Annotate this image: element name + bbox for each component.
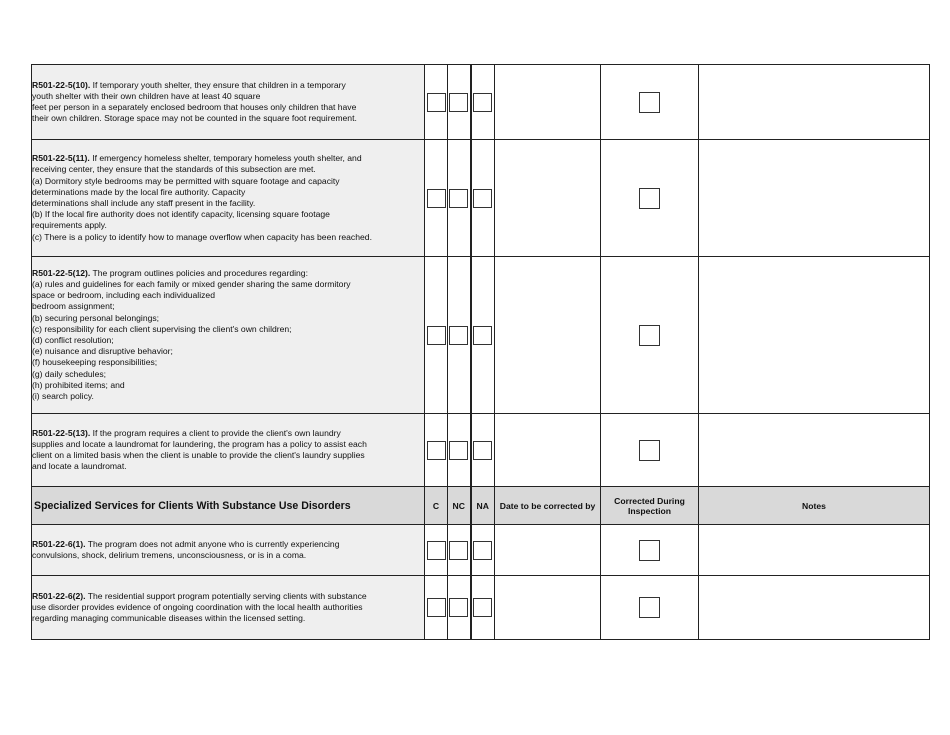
table-row — [32, 576, 930, 640]
non-compliant-cell — [448, 140, 471, 257]
not-applicable-cell — [471, 414, 495, 487]
rule-description: The program outlines policies and procedures regarding: (a) rules and guidelines for each family or mixed gender sharing the same dormitory space or bedroom, including each individualized bedroom assignment; (b) securing personal belongings; (c) responsibility for each client supervising the client's own children; (d) conflict resolution; (e) nuisance and disruptive behavior; (f) housekeeping responsibilities; (g) daily schedules; (h) prohibited items; and (i) search policy. — [32, 267, 351, 402]
table-row — [32, 525, 930, 576]
rule-text — [32, 414, 425, 487]
rule-code: R501-22-6(1). — [32, 538, 86, 549]
non-compliant-checkbox[interactable] — [449, 189, 468, 208]
notes-field[interactable] — [699, 257, 930, 414]
corrected-during-inspection-checkbox[interactable] — [639, 188, 660, 209]
column-header-c: C — [425, 487, 448, 525]
not-applicable-checkbox[interactable] — [473, 541, 492, 560]
not-applicable-checkbox[interactable] — [473, 189, 492, 208]
not-applicable-checkbox[interactable] — [473, 93, 492, 112]
column-header-notes: Notes — [699, 487, 930, 525]
compliance-checklist-table — [31, 64, 930, 640]
compliant-checkbox[interactable] — [427, 541, 446, 560]
corrected-cell — [601, 576, 699, 640]
date-to-be-corrected-field[interactable] — [495, 525, 601, 576]
section-title: Specialized Services for Clients With Substance Use Disorders — [32, 487, 425, 525]
rule-code: R501-22-6(2). — [32, 590, 86, 601]
corrected-during-inspection-checkbox[interactable] — [639, 92, 660, 113]
compliant-cell — [425, 525, 448, 576]
notes-field[interactable] — [699, 65, 930, 140]
compliant-cell — [425, 65, 448, 140]
rule-description: If temporary youth shelter, they ensure that children in a temporary youth shelter with their own children have at least 40 square feet per person in a separately enclosed bedroom that houses only children that have their own children. Storage space may not be counted in the square foot requirement. — [32, 79, 357, 124]
notes-field[interactable] — [699, 576, 930, 640]
non-compliant-cell — [448, 414, 471, 487]
compliant-checkbox[interactable] — [427, 598, 446, 617]
date-to-be-corrected-field[interactable] — [495, 257, 601, 414]
compliant-cell — [425, 140, 448, 257]
compliant-checkbox[interactable] — [427, 326, 446, 345]
not-applicable-cell — [471, 65, 495, 140]
table-row — [32, 257, 930, 414]
not-applicable-cell — [471, 257, 495, 414]
corrected-cell — [601, 525, 699, 576]
not-applicable-checkbox[interactable] — [473, 598, 492, 617]
non-compliant-checkbox[interactable] — [449, 541, 468, 560]
corrected-during-inspection-checkbox[interactable] — [639, 440, 660, 461]
corrected-cell — [601, 257, 699, 414]
not-applicable-cell — [471, 525, 495, 576]
date-to-be-corrected-field[interactable] — [495, 140, 601, 257]
rule-text — [32, 576, 425, 640]
rule-description: The residential support program potentially serving clients with substance use disorder provides evidence of ongoing coordination with the local health authorities regarding managing communicable diseases within the licensed setting. — [32, 590, 367, 624]
corrected-cell — [601, 414, 699, 487]
not-applicable-cell — [471, 140, 495, 257]
compliant-checkbox[interactable] — [427, 93, 446, 112]
date-to-be-corrected-field[interactable] — [495, 576, 601, 640]
compliant-cell — [425, 414, 448, 487]
rule-text — [32, 140, 425, 257]
column-header-nc: NC — [448, 487, 471, 525]
rule-code: R501-22-5(13). — [32, 427, 91, 438]
corrected-during-inspection-checkbox[interactable] — [639, 597, 660, 618]
rule-text — [32, 65, 425, 140]
non-compliant-checkbox[interactable] — [449, 326, 468, 345]
section-header-row — [32, 487, 930, 525]
compliant-checkbox[interactable] — [427, 189, 446, 208]
rule-text — [32, 257, 425, 414]
non-compliant-cell — [448, 576, 471, 640]
rule-description: If the program requires a client to provide the client's own laundry supplies and locate a laundromat for laundering, the program has a policy to assist each client on a limited basis when the client is unable to provide the client's laundry supplies and locate a laundromat. — [32, 427, 367, 472]
column-header-date: Date to be corrected by — [495, 487, 601, 525]
non-compliant-checkbox[interactable] — [449, 598, 468, 617]
compliant-cell — [425, 257, 448, 414]
rule-code: R501-22-5(12). — [32, 267, 91, 278]
non-compliant-cell — [448, 65, 471, 140]
not-applicable-cell — [471, 576, 495, 640]
notes-field[interactable] — [699, 414, 930, 487]
non-compliant-cell — [448, 525, 471, 576]
compliant-cell — [425, 576, 448, 640]
non-compliant-checkbox[interactable] — [449, 93, 468, 112]
table-row — [32, 140, 930, 257]
compliant-checkbox[interactable] — [427, 441, 446, 460]
table-row — [32, 414, 930, 487]
non-compliant-cell — [448, 257, 471, 414]
corrected-cell — [601, 65, 699, 140]
corrected-during-inspection-checkbox[interactable] — [639, 325, 660, 346]
not-applicable-checkbox[interactable] — [473, 441, 492, 460]
notes-field[interactable] — [699, 525, 930, 576]
not-applicable-checkbox[interactable] — [473, 326, 492, 345]
notes-field[interactable] — [699, 140, 930, 257]
column-header-na: NA — [471, 487, 495, 525]
corrected-during-inspection-checkbox[interactable] — [639, 540, 660, 561]
date-to-be-corrected-field[interactable] — [495, 414, 601, 487]
rule-code: R501-22-5(10). — [32, 79, 91, 90]
rule-description: The program does not admit anyone who is currently experiencing convulsions, shock, delirium tremens, unconsciousness, or is in a coma. — [32, 538, 340, 560]
rule-text — [32, 525, 425, 576]
corrected-cell — [601, 140, 699, 257]
column-header-corrected: Corrected During Inspection — [601, 487, 699, 525]
rule-description: If emergency homeless shelter, temporary homeless youth shelter, and receiving center, they ensure that the standards of this subsection are met. (a) Dormitory style bedrooms may be permitted with square footage and capacity determinations made by the local fire authority. Capacity determinations shall include any staff present in the facility. (b) If the local fire authority does not identify capacity, licensing square footage requirements apply. (c) There is a policy to identify how to manage overflow when capacity has been reached. — [32, 153, 372, 242]
non-compliant-checkbox[interactable] — [449, 441, 468, 460]
rule-code: R501-22-5(11). — [32, 153, 90, 164]
table-row — [32, 65, 930, 140]
date-to-be-corrected-field[interactable] — [495, 65, 601, 140]
